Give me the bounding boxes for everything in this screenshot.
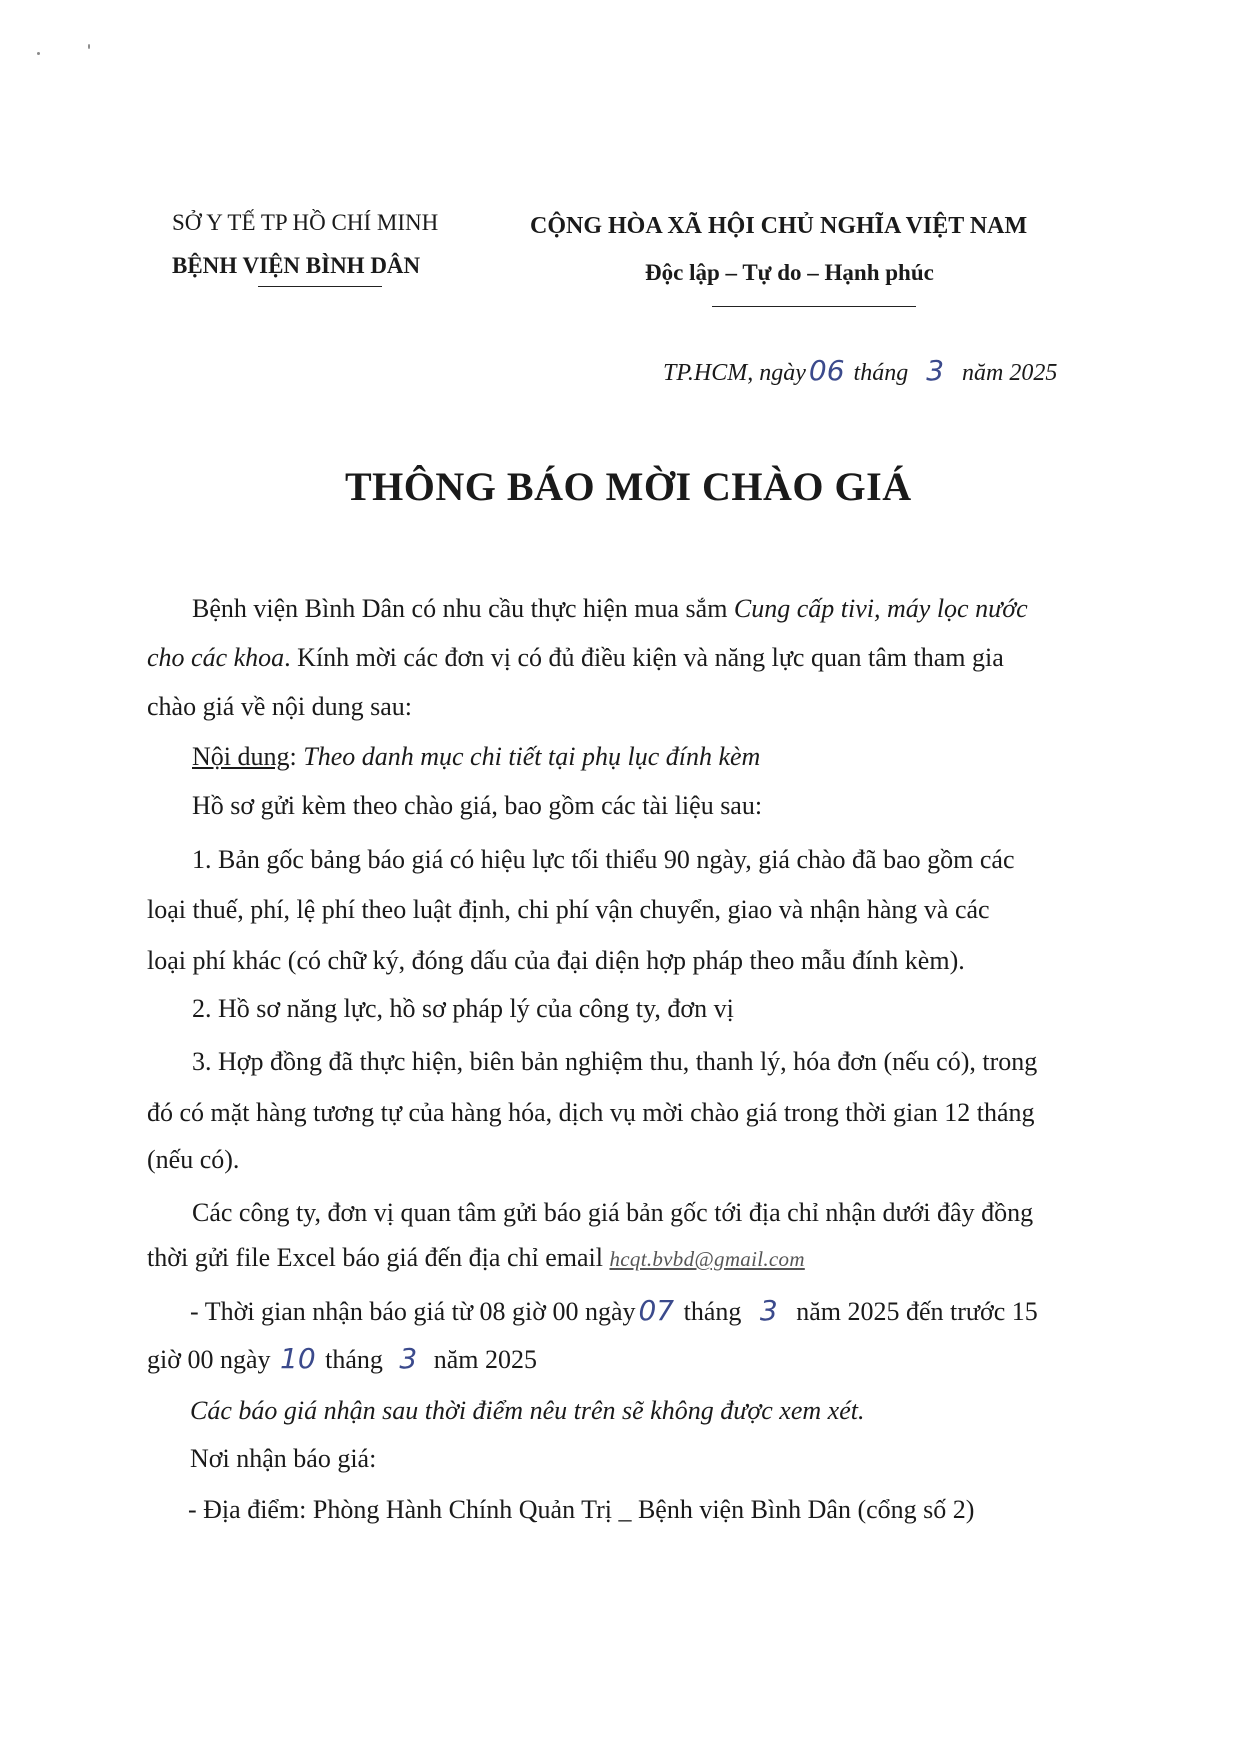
handwritten-day: 06: [808, 354, 845, 387]
motto-underline: [712, 306, 916, 307]
time-line-1: [190, 1294, 1038, 1327]
time-start-month-label: tháng: [683, 1297, 742, 1326]
time-end-text: giờ 00 ngày: [147, 1345, 271, 1374]
document-title: THÔNG BÁO MỜI CHÀO GIÁ: [345, 464, 912, 509]
place-label: Nơi nhận báo giá:: [190, 1444, 377, 1473]
handwritten-start-day: 07: [638, 1294, 675, 1327]
item-3-line-1: 3. Hợp đồng đã thực hiện, biên bản nghiệm thu, thanh lý, hóa đơn (nếu có), trong: [192, 1047, 1038, 1076]
content-value: Theo danh mục chi tiết tại phụ lục đính kèm: [303, 742, 761, 771]
item-1-line-2: loại thuế, phí, lệ phí theo luật định, chi phí vận chuyển, giao và nhận hàng và các: [147, 895, 990, 924]
send-text: thời gửi file Excel báo giá đến địa chỉ email: [147, 1243, 603, 1272]
send-line-2: [147, 1245, 805, 1271]
item-1-line-1: 1. Bản gốc bảng báo giá có hiệu lực tối thiểu 90 ngày, giá chào đã bao gồm các: [192, 845, 1015, 874]
nation-title: CỘNG HÒA XÃ HỘI CHỦ NGHĨA VIỆT NAM: [530, 213, 1028, 239]
nation-motto: Độc lập – Tự do – Hạnh phúc: [645, 260, 934, 285]
dateline: [663, 354, 1057, 387]
intro-line-2: [147, 645, 1004, 671]
handwritten-end-day: 10: [280, 1342, 316, 1375]
late-notice: Các báo giá nhận sau thời điểm nêu trên sẽ không được xem xét.: [190, 1396, 865, 1425]
time-start-year-text: năm 2025 đến trước 15: [796, 1297, 1038, 1326]
handwritten-start-month: 3: [759, 1294, 778, 1327]
dateline-prefix: TP.HCM, ngày: [663, 360, 806, 386]
time-start-text: - Thời gian nhận báo giá từ 08 giờ 00 ngày: [190, 1297, 636, 1326]
item-2: 2. Hồ sơ năng lực, hồ sơ pháp lý của công ty, đơn vị: [192, 994, 734, 1023]
time-end-year-text: năm 2025: [433, 1345, 538, 1374]
time-line-2: [147, 1342, 538, 1375]
intro-text-cont: . Kính mời các đơn vị có đủ điều kiện và năng lực quan tâm tham gia: [284, 643, 1004, 672]
content-separator: :: [289, 742, 297, 771]
dateline-month-label: tháng: [853, 360, 909, 386]
item-3-line-2: đó có mặt hàng tương tự của hàng hóa, dịch vụ mời chào giá trong thời gian 12 tháng: [147, 1098, 1035, 1127]
procurement-subject-cont: cho các khoa: [147, 643, 285, 672]
item-1-line-3: loại phí khác (có chữ ký, đóng dấu của đại diện hợp pháp theo mẫu đính kèm).: [147, 946, 965, 975]
content-line: [192, 744, 760, 770]
email-address[interactable]: hcqt.bvbd@gmail.com: [609, 1247, 805, 1271]
handwritten-month: 3: [926, 354, 945, 387]
item-3-line-3: (nếu có).: [147, 1145, 240, 1174]
org-name-underline: [258, 286, 382, 287]
dateline-year: năm 2025: [962, 360, 1058, 386]
time-end-month-label: tháng: [325, 1345, 383, 1374]
send-line-1: Các công ty, đơn vị quan tâm gửi báo giá bản gốc tới địa chỉ nhận dưới đây đồng: [192, 1198, 1034, 1227]
scan-speck: [37, 52, 40, 55]
handwritten-end-month: 3: [399, 1342, 418, 1375]
intro-line-1: [192, 596, 1028, 622]
place-line: - Địa điểm: Phòng Hành Chính Quản Trị _ Bệnh viện Bình Dân (cổng số 2): [188, 1495, 975, 1524]
intro-text: Bệnh viện Bình Dân có nhu cầu thực hiện mua sắm: [192, 594, 728, 623]
scan-speck: [88, 44, 90, 49]
content-label: Nội dung: [192, 742, 290, 771]
docs-intro: Hồ sơ gửi kèm theo chào giá, bao gồm các tài liệu sau:: [192, 791, 763, 820]
org-name: BỆNH VIỆN BÌNH DÂN: [172, 253, 421, 278]
procurement-subject: Cung cấp tivi, máy lọc nước: [733, 594, 1028, 623]
intro-line-3: chào giá về nội dung sau:: [147, 692, 412, 721]
org-parent: SỞ Y TẾ TP HỒ CHÍ MINH: [172, 210, 439, 235]
